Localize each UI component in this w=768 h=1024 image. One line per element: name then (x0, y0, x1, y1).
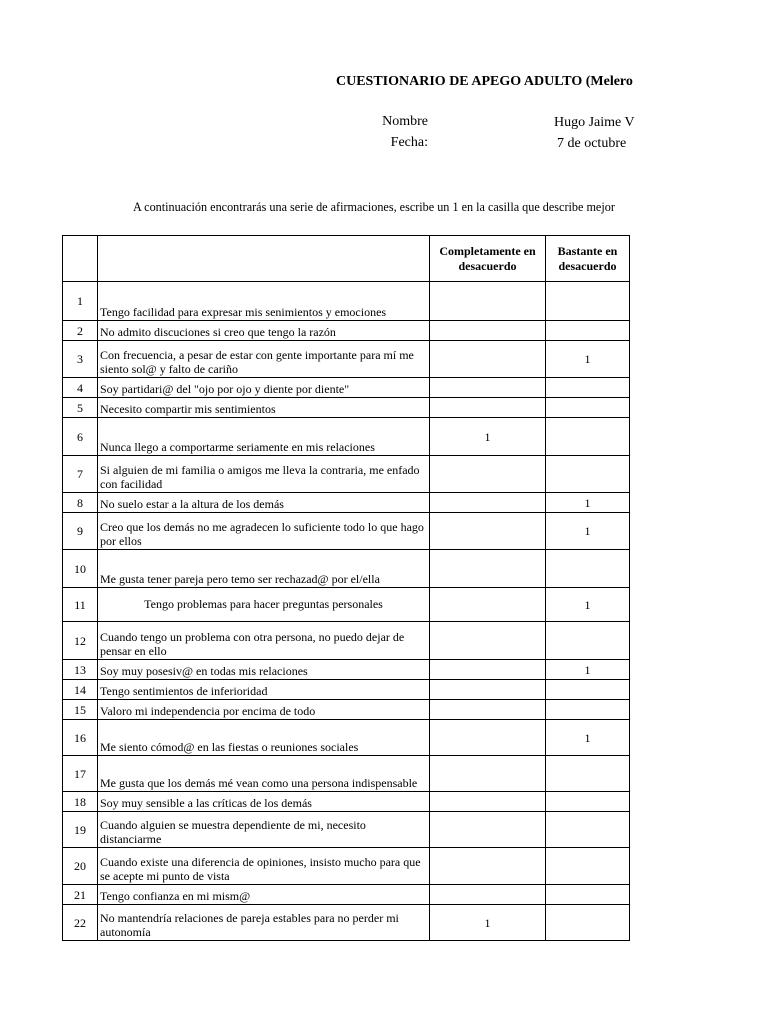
table-row (63, 680, 630, 700)
statement-text: No mantendría relaciones de pareja estables para no perder mi autonomía (98, 905, 430, 941)
table-row (63, 885, 630, 905)
answer-cell-quite-disagree[interactable] (546, 398, 630, 418)
answer-cell-quite-disagree[interactable]: 1 (546, 660, 630, 680)
row-number: 17 (63, 756, 98, 792)
answer-cell-quite-disagree[interactable]: 1 (546, 493, 630, 513)
row-number: 19 (63, 812, 98, 848)
answer-cell-completely-disagree[interactable]: 1 (430, 905, 546, 941)
answer-cell-quite-disagree[interactable] (546, 321, 630, 341)
statement-text: Nunca llego a comportarme seriamente en mis relaciones (98, 418, 430, 456)
answer-cell-completely-disagree[interactable] (430, 378, 546, 398)
row-number: 14 (63, 680, 98, 700)
answer-cell-completely-disagree[interactable] (430, 700, 546, 720)
questionnaire-table (62, 235, 630, 941)
answer-cell-quite-disagree[interactable] (546, 700, 630, 720)
table-row (63, 418, 630, 456)
table-row (63, 700, 630, 720)
date-value: 7 de octubre (557, 136, 627, 151)
table-row (63, 341, 630, 378)
answer-cell-completely-disagree[interactable] (430, 680, 546, 700)
answer-cell-completely-disagree[interactable] (430, 513, 546, 550)
table-row (63, 812, 630, 848)
table-row (63, 456, 630, 493)
statement-text: No suelo estar a la altura de los demás (98, 493, 430, 513)
answer-cell-quite-disagree[interactable] (546, 792, 630, 812)
table-row (63, 550, 630, 588)
answer-cell-completely-disagree[interactable] (430, 398, 546, 418)
row-number: 18 (63, 792, 98, 812)
row-number: 20 (63, 848, 98, 885)
answer-cell-quite-disagree[interactable] (546, 550, 630, 588)
name-value: Hugo Jaime V (554, 115, 635, 130)
row-number: 1 (63, 282, 98, 321)
answer-cell-quite-disagree[interactable] (546, 378, 630, 398)
row-number: 4 (63, 378, 98, 398)
answer-cell-completely-disagree[interactable] (430, 588, 546, 622)
table-row (63, 622, 630, 660)
row-number: 9 (63, 513, 98, 550)
answer-cell-completely-disagree[interactable] (430, 493, 546, 513)
row-number: 8 (63, 493, 98, 513)
statement-text: Tengo confianza en mi mism@ (98, 885, 430, 905)
answer-cell-quite-disagree[interactable] (546, 905, 630, 941)
column-header-completely-disagree: Completamente en desacuerdo (430, 236, 546, 282)
table-row (63, 720, 630, 756)
statement-text: Cuando alguien se muestra dependiente de mi, necesito distanciarme (98, 812, 430, 848)
date-label: Fecha: (390, 135, 428, 150)
table-row (63, 378, 630, 398)
row-number: 11 (63, 588, 98, 622)
table-row (63, 398, 630, 418)
statement-text: Tengo facilidad para expresar mis senimientos y emociones (98, 282, 430, 321)
document-title: CUESTIONARIO DE APEGO ADULTO (Melero (336, 74, 633, 89)
statement-text: Me gusta que los demás mé vean como una persona indispensable (98, 756, 430, 792)
answer-cell-completely-disagree[interactable] (430, 341, 546, 378)
answer-cell-completely-disagree[interactable] (430, 456, 546, 493)
statement-text: Si alguien de mi familia o amigos me lleva la contraria, me enfado con facilidad (98, 456, 430, 493)
answer-cell-quite-disagree[interactable] (546, 756, 630, 792)
statement-text: Me siento cómod@ en las fiestas o reuniones sociales (98, 720, 430, 756)
table-row (63, 792, 630, 812)
statement-text: Creo que los demás no me agradecen lo suficiente todo lo que hago por ellos (98, 513, 430, 550)
answer-cell-completely-disagree[interactable] (430, 622, 546, 660)
answer-cell-completely-disagree[interactable] (430, 885, 546, 905)
answer-cell-completely-disagree[interactable] (430, 660, 546, 680)
statement-text: Tengo problemas para hacer preguntas personales (98, 588, 430, 622)
row-number: 7 (63, 456, 98, 493)
row-number: 13 (63, 660, 98, 680)
statement-text: Cuando existe una diferencia de opiniones, insisto mucho para que se acepte mi punto de vista (98, 848, 430, 885)
answer-cell-completely-disagree[interactable]: 1 (430, 418, 546, 456)
answer-cell-quite-disagree[interactable] (546, 456, 630, 493)
row-number: 15 (63, 700, 98, 720)
statement-text: Con frecuencia, a pesar de estar con gente importante para mí me siento sol@ y falto de cariño (98, 341, 430, 378)
name-label: Nombre (382, 114, 428, 129)
table-row (63, 660, 630, 680)
statement-text: Tengo sentimientos de inferioridad (98, 680, 430, 700)
answer-cell-quite-disagree[interactable] (546, 680, 630, 700)
statement-text: Valoro mi independencia por encima de todo (98, 700, 430, 720)
row-number: 2 (63, 321, 98, 341)
statement-text: Soy partidari@ del "ojo por ojo y diente por diente" (98, 378, 430, 398)
row-number: 16 (63, 720, 98, 756)
answer-cell-quite-disagree[interactable] (546, 622, 630, 660)
answer-cell-quite-disagree[interactable]: 1 (546, 513, 630, 550)
statement-text: Me gusta tener pareja pero temo ser rechazad@ por el/ella (98, 550, 430, 588)
table-header-row (63, 236, 630, 282)
row-number: 22 (63, 905, 98, 941)
answer-cell-quite-disagree[interactable]: 1 (546, 341, 630, 378)
row-number: 6 (63, 418, 98, 456)
row-number: 5 (63, 398, 98, 418)
row-number: 21 (63, 885, 98, 905)
answer-cell-completely-disagree[interactable] (430, 812, 546, 848)
row-number: 3 (63, 341, 98, 378)
header-num-cell (63, 236, 98, 282)
answer-cell-quite-disagree[interactable] (546, 848, 630, 885)
table-row (63, 493, 630, 513)
table-row (63, 905, 630, 941)
table-row (63, 756, 630, 792)
answer-cell-completely-disagree[interactable] (430, 282, 546, 321)
answer-cell-completely-disagree[interactable] (430, 848, 546, 885)
row-number: 12 (63, 622, 98, 660)
instructions-text: A continuación encontrarás una serie de afirmaciones, escribe un 1 en la casilla que describe mejor (133, 200, 615, 214)
table-row (63, 282, 630, 321)
answer-cell-quite-disagree[interactable]: 1 (546, 588, 630, 622)
answer-cell-completely-disagree[interactable] (430, 321, 546, 341)
statement-text: Necesito compartir mis sentimientos (98, 398, 430, 418)
table-row (63, 513, 630, 550)
answer-cell-quite-disagree[interactable] (546, 885, 630, 905)
answer-cell-quite-disagree[interactable] (546, 812, 630, 848)
answer-cell-quite-disagree[interactable] (546, 418, 630, 456)
column-header-quite-disagree: Bastante en desacuerdo (546, 236, 630, 282)
answer-cell-completely-disagree[interactable] (430, 792, 546, 812)
statement-text: Soy muy posesiv@ en todas mis relaciones (98, 660, 430, 680)
table-row (63, 321, 630, 341)
table-row (63, 848, 630, 885)
header-statement-cell (98, 236, 430, 282)
answer-cell-quite-disagree[interactable]: 1 (546, 720, 630, 756)
row-number: 10 (63, 550, 98, 588)
statement-text: Soy muy sensible a las críticas de los demás (98, 792, 430, 812)
answer-cell-completely-disagree[interactable] (430, 720, 546, 756)
table-row (63, 588, 630, 622)
statement-text: No admito discuciones si creo que tengo la razón (98, 321, 430, 341)
answer-cell-quite-disagree[interactable] (546, 282, 630, 321)
answer-cell-completely-disagree[interactable] (430, 550, 546, 588)
answer-cell-completely-disagree[interactable] (430, 756, 546, 792)
statement-text: Cuando tengo un problema con otra persona, no puedo dejar de pensar en ello (98, 622, 430, 660)
